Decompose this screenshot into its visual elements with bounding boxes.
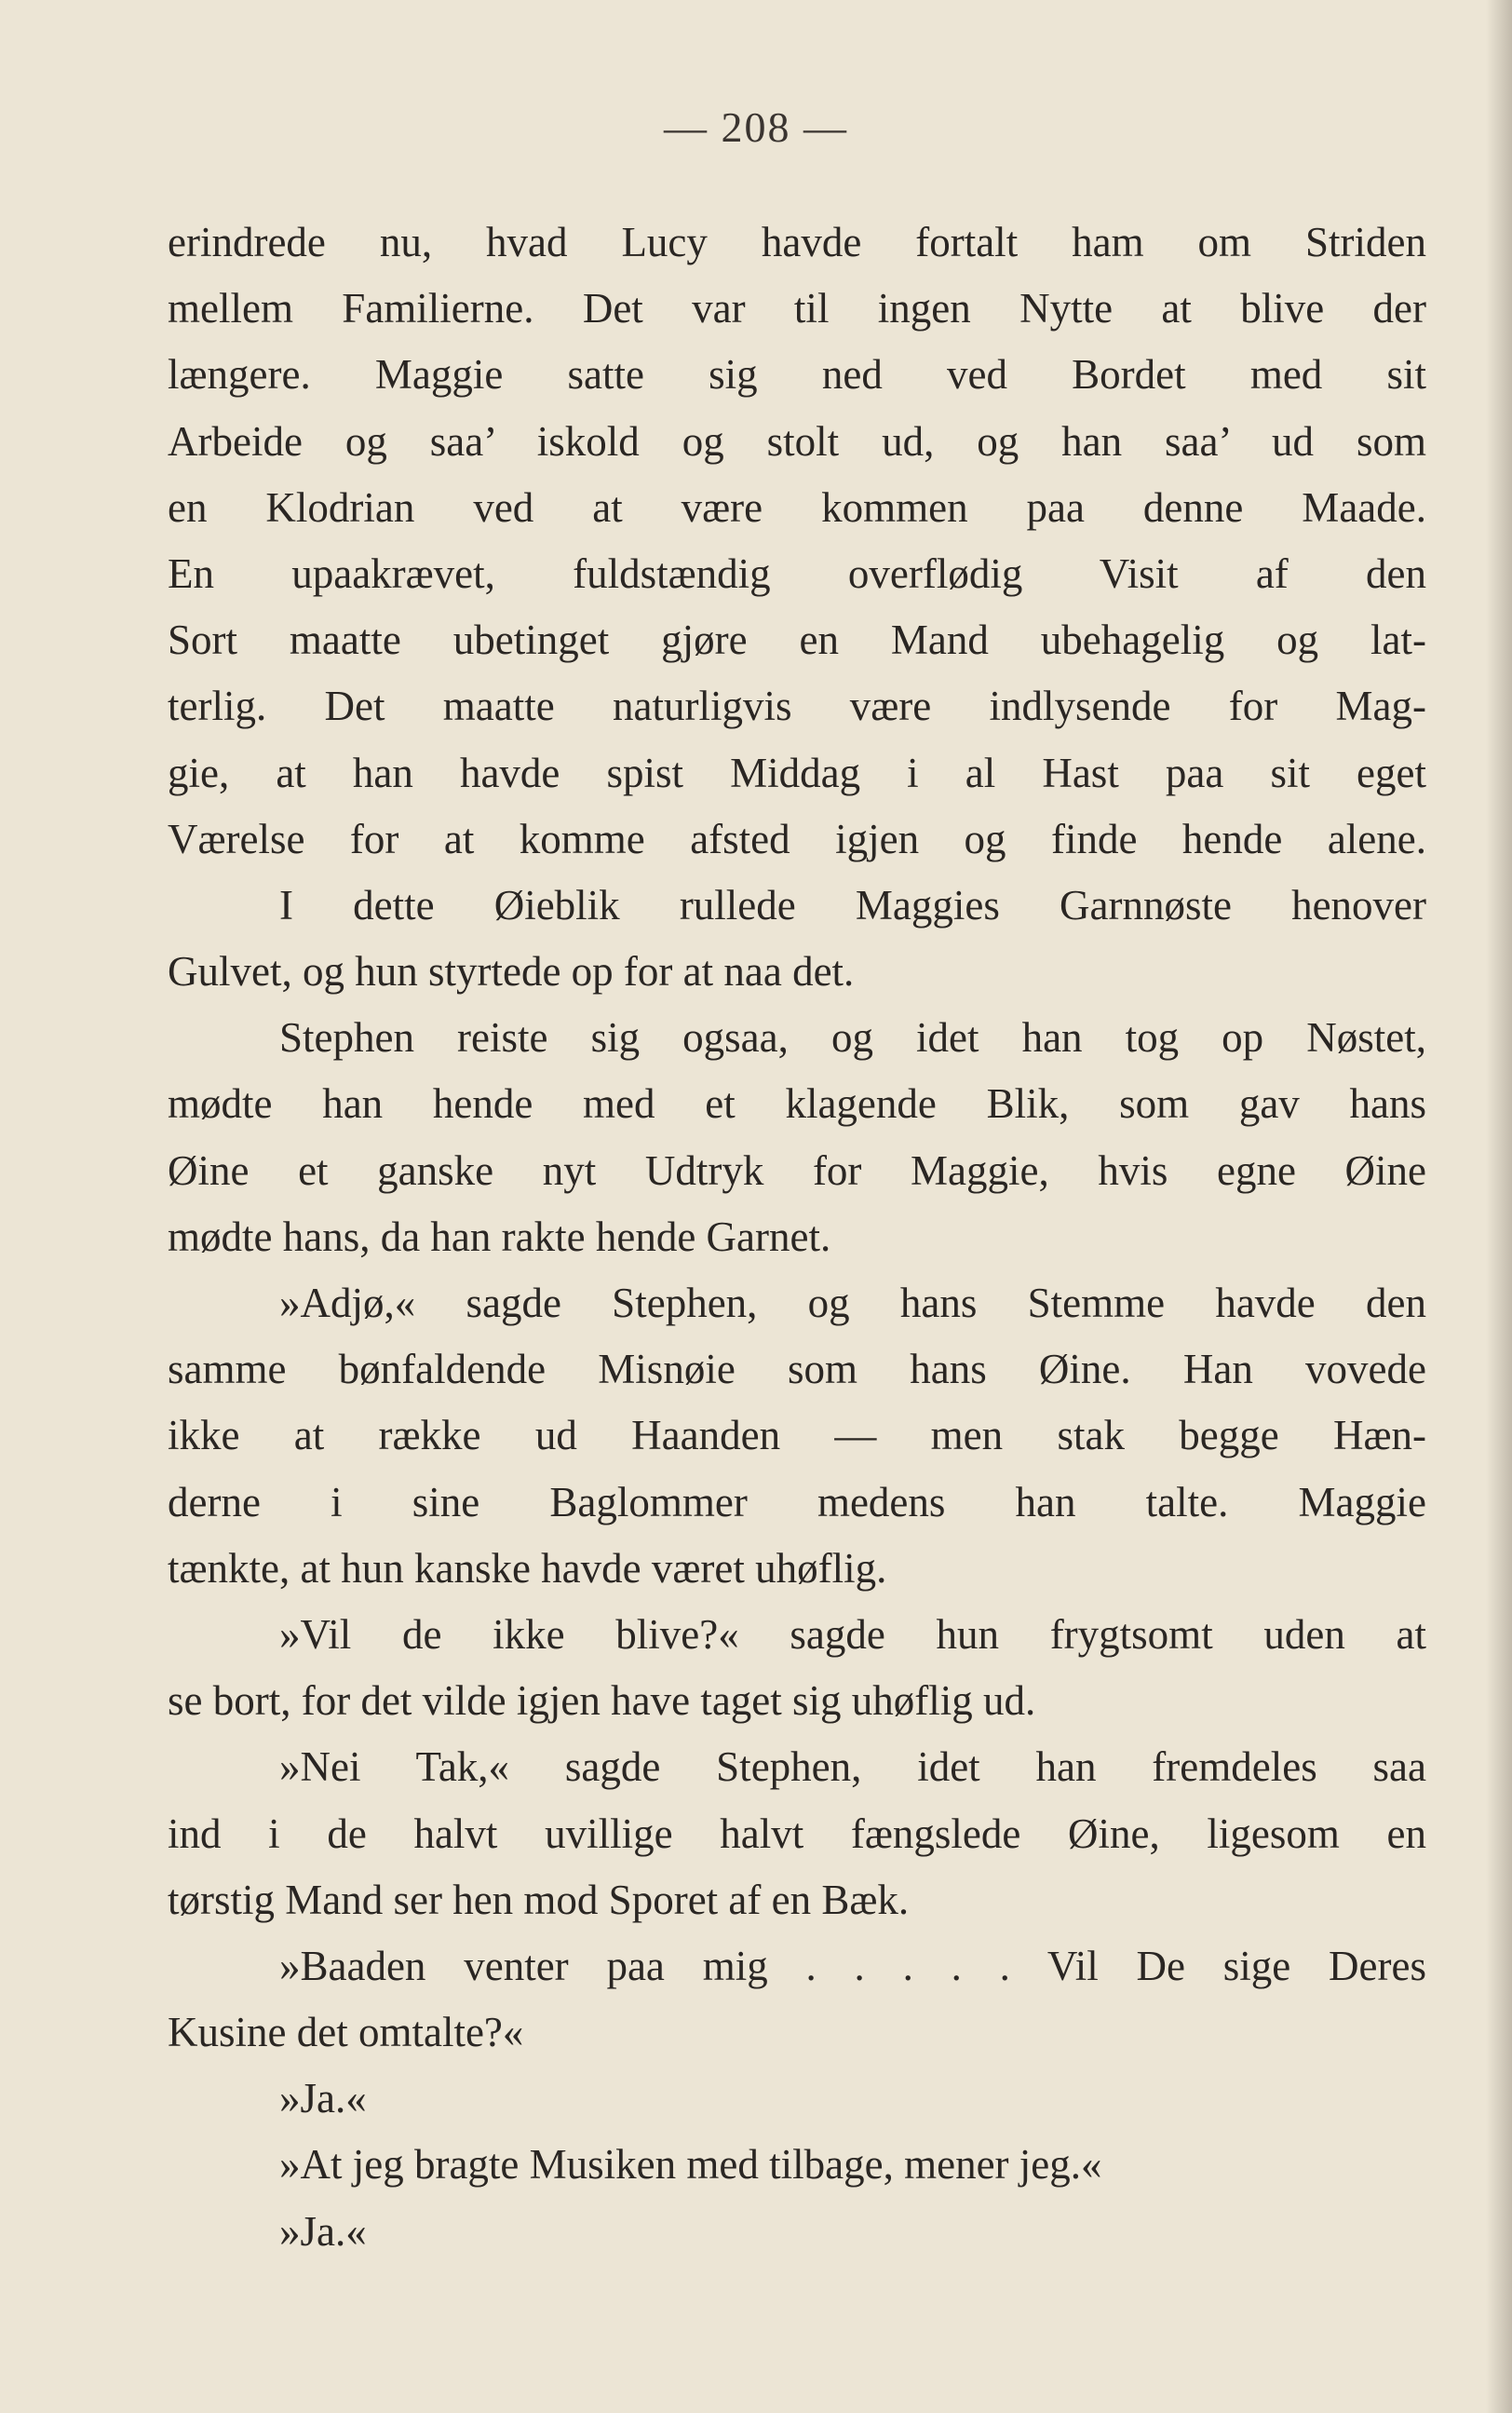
text-line: ikke at række ud Haanden — men stak begge Hæn- <box>168 1412 1426 1459</box>
text-line: gie, at han havde spist Middag i al Hast paa sit eget <box>168 749 1426 796</box>
text-line: erindrede nu, hvad Lucy havde fortalt ham om Striden <box>168 219 1426 265</box>
text-line: Arbeide og saa’ iskold og stolt ud, og han saa’ ud som <box>168 417 1426 465</box>
text-line: »Nei Tak,« sagde Stephen, idet han fremdeles saa <box>279 1743 1426 1791</box>
text-line: derne i sine Baglommer medens han talte. Maggie <box>168 1478 1426 1525</box>
text-line: længere. Maggie satte sig ned ved Bordet med sit <box>168 351 1426 399</box>
text-line: »Baaden venter paa mig . . . . . Vil De sige Deres <box>279 1942 1426 1989</box>
text-line: Øine et ganske nyt Udtryk for Maggie, hvis egne Øine <box>168 1146 1426 1194</box>
text-line: »Vil de ikke blive?« sagde hun frygtsomt uden at <box>279 1610 1426 1658</box>
text-line: Kusine det omtalte?« <box>168 2009 524 2056</box>
text-line: tørstig Mand ser hen mod Sporet af en Bæk. <box>168 1876 910 1923</box>
page-edge-shadow <box>1486 0 1512 2413</box>
body-text <box>168 210 1426 2265</box>
text-line: Sort maatte ubetinget gjøre en Mand ubehagelig og lat- <box>168 617 1426 664</box>
text-line: »Ja.« <box>279 2075 367 2122</box>
text-line: »At jeg bragte Musiken med tilbage, mener jeg.« <box>279 2141 1102 2189</box>
text-line: Stephen reiste sig ogsaa, og idet han tog op Nøstet, <box>279 1014 1426 1062</box>
text-line: I dette Øieblik rullede Maggies Garnnøste henover <box>279 881 1426 929</box>
text-line: se bort, for det vilde igjen have taget sig uhøflig ud. <box>168 1677 1036 1725</box>
page-number: — 208 — <box>664 103 848 151</box>
text-line: ind i de halvt uvillige halvt fængslede Øine, ligesom en <box>168 1810 1426 1857</box>
text-line: mellem Familierne. Det var til ingen Nytte at blive der <box>168 285 1426 332</box>
text-line: tænkte, at hun kanske havde været uhøflig. <box>168 1544 887 1592</box>
text-line: mødte han hende med et klagende Blik, som gav hans <box>168 1080 1426 1128</box>
text-line: »Ja.« <box>279 2207 367 2255</box>
text-line: samme bønfaldende Misnøie som hans Øine. Han vovede <box>168 1346 1426 1393</box>
text-line: Værelse for at komme afsted igjen og finde hende alene. <box>168 815 1426 862</box>
text-line: mødte hans, da han rakte hende Garnet. <box>168 1213 831 1260</box>
text-line: en Klodrian ved at være kommen paa denne Maade. <box>168 483 1426 531</box>
text-line: »Adjø,« sagde Stephen, og hans Stemme havde den <box>279 1280 1426 1326</box>
text-line: terlig. Det maatte naturligvis være indlysende for Mag- <box>168 683 1426 730</box>
text-line: En upaakrævet, fuldstændig overflødig Visit af den <box>168 549 1426 597</box>
text-line: Gulvet, og hun styrtede op for at naa det. <box>168 948 855 996</box>
